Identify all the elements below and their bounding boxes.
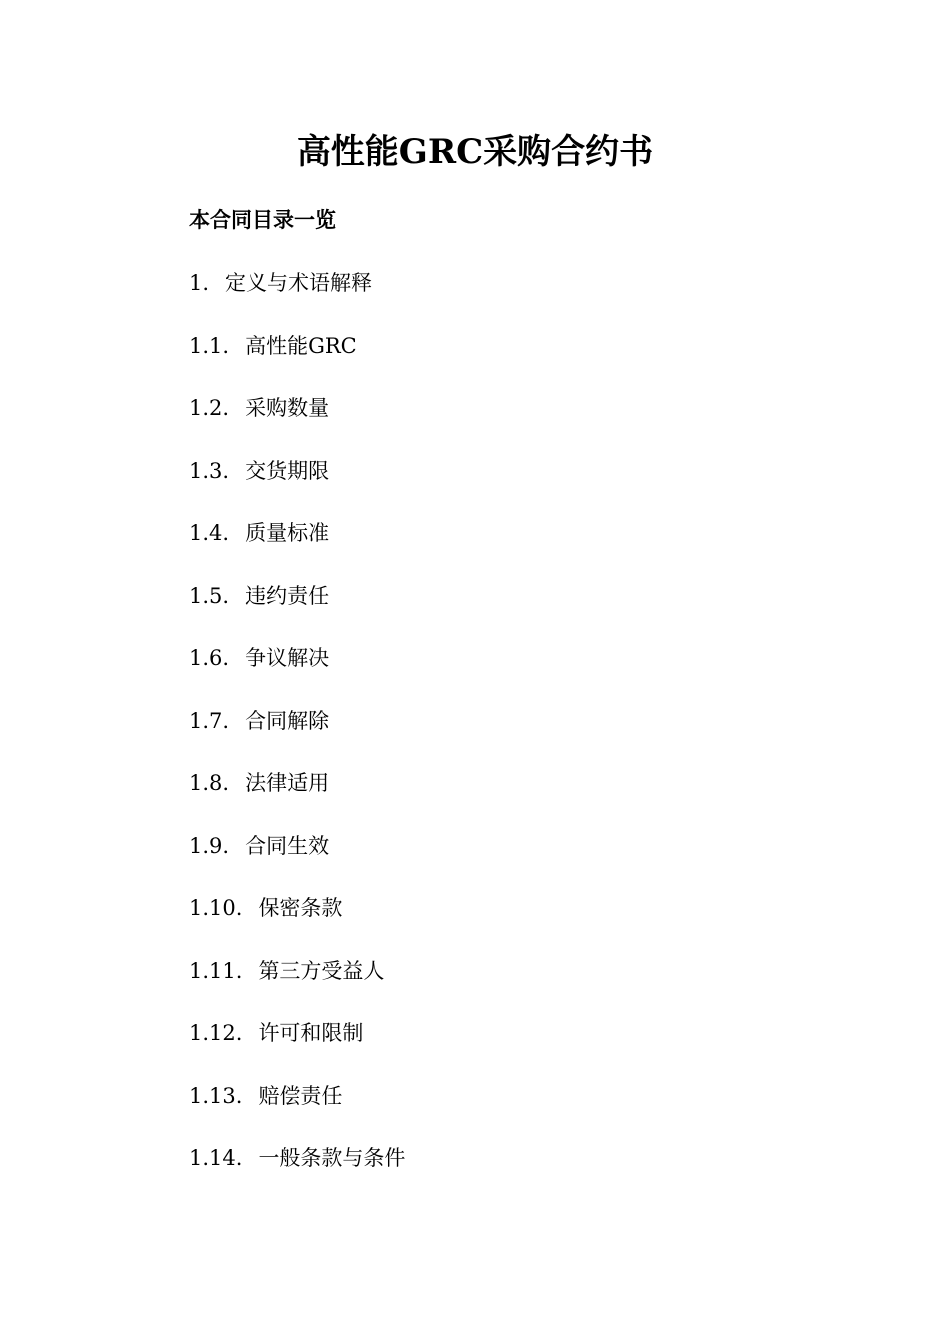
toc-item-number: 1.14.: [189, 1146, 243, 1170]
toc-item-number: 1.11.: [189, 958, 243, 983]
toc-item-text: 一般条款与条件: [258, 1146, 406, 1170]
toc-item: [189, 579, 405, 642]
toc-item: [189, 454, 405, 517]
toc-item-number: 1.5.: [189, 583, 230, 608]
toc-item-text: 采购数量: [245, 396, 330, 420]
toc-item-number: 1.2.: [189, 396, 230, 420]
toc-item-text: 法律适用: [245, 771, 330, 795]
toc-item: [189, 1079, 405, 1142]
toc-item: [189, 704, 405, 767]
toc-item: [189, 266, 405, 329]
toc-item-text: 赔偿责任: [258, 1083, 343, 1108]
toc-item: [189, 329, 405, 392]
toc-item-text: 质量标准: [245, 521, 330, 545]
toc-list: [189, 266, 405, 1204]
toc-item-number: 1.1.: [189, 333, 230, 358]
toc-item-number: 1.12.: [189, 1021, 243, 1045]
toc-item-number: 1.6.: [189, 646, 230, 670]
toc-item-number: 1.7.: [189, 708, 230, 733]
toc-item: [189, 516, 405, 579]
toc-item-text: 定义与术语解释: [225, 271, 373, 295]
document-title: 高性能GRC采购合约书: [296, 132, 654, 172]
toc-item-text: 高性能GRC: [245, 333, 357, 358]
toc-item-text: 合同生效: [245, 833, 330, 858]
toc-item-text: 违约责任: [245, 583, 330, 608]
toc-item-number: 1.13.: [189, 1083, 243, 1108]
toc-item-number: 1.4.: [189, 521, 230, 545]
toc-item: [189, 391, 405, 454]
toc-item: [189, 641, 405, 704]
toc-item-text: 交货期限: [245, 458, 330, 483]
toc-item-number: 1.9.: [189, 833, 230, 858]
toc-item-text: 许可和限制: [258, 1021, 364, 1045]
toc-item: [189, 891, 405, 954]
toc-item-number: 1.10.: [189, 896, 243, 920]
toc-item: [189, 1016, 405, 1079]
toc-item-number: 1.3.: [189, 458, 230, 483]
toc-item-number: 1.8.: [189, 771, 230, 795]
toc-item: [189, 1141, 405, 1204]
toc-item-text: 争议解决: [245, 646, 330, 670]
toc-heading: 本合同目录一览: [189, 207, 336, 232]
toc-item-text: 第三方受益人: [258, 958, 385, 983]
toc-item-number: 1.: [189, 271, 210, 295]
toc-item: [189, 766, 405, 829]
toc-item-text: 合同解除: [245, 708, 330, 733]
toc-item-text: 保密条款: [258, 896, 343, 920]
toc-item: [189, 954, 405, 1017]
toc-item: [189, 829, 405, 892]
